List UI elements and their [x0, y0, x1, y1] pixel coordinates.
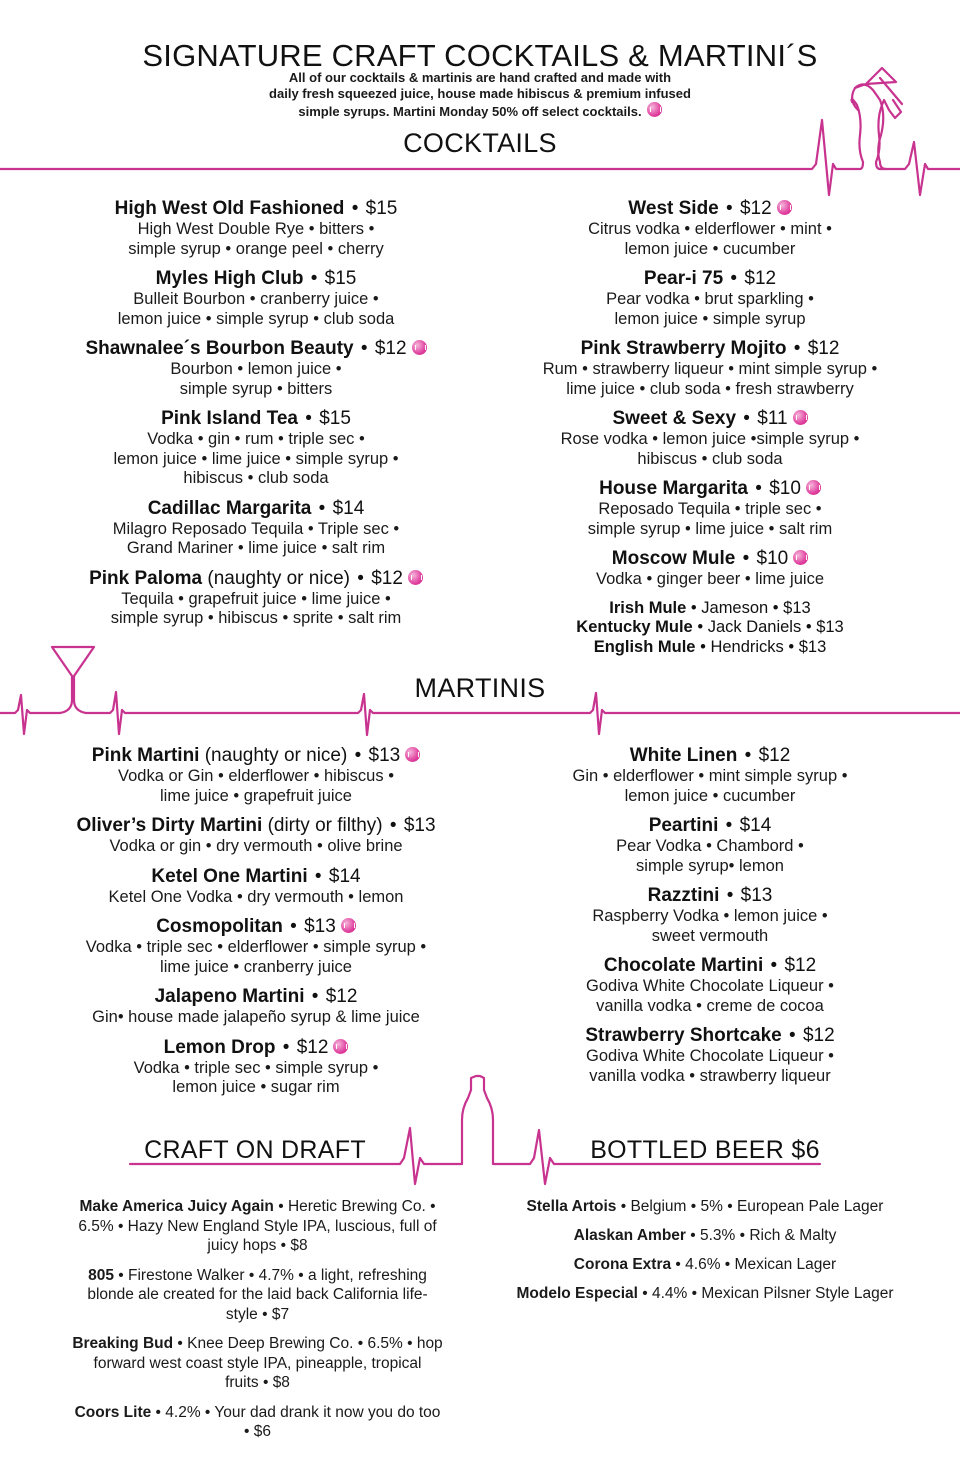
menu-item-note: (naughty or nice)	[207, 567, 350, 589]
draft-beer-item	[30, 1334, 485, 1393]
menu-item-description: lime juice • cranberry juice	[160, 957, 352, 976]
separator-dot: •	[300, 408, 318, 429]
menu-item	[40, 338, 472, 399]
menu-item	[40, 408, 472, 489]
separator-dot: •	[765, 955, 783, 976]
beer-name: Modelo Especial	[516, 1285, 638, 1302]
separator-dot: •	[749, 478, 768, 499]
beer-detail: • 5.3% • Rich & Malty	[685, 1227, 837, 1244]
menu-item-heading	[40, 745, 472, 767]
mule-price: $13	[783, 598, 811, 617]
menu-item-price: $12	[744, 268, 777, 289]
menu-item-description: Godiva White Chocolate Liqueur •	[586, 1047, 834, 1065]
cocktails-left-column	[40, 198, 472, 638]
martini-monday-icon	[333, 1039, 348, 1054]
menu-item	[500, 745, 920, 806]
beer-detail: • 4.4% • Mexican Pilsner Style Lager	[637, 1285, 894, 1302]
bottled-beer-item	[490, 1226, 920, 1245]
menu-item-description: Citrus vodka • elderflower • mint •	[588, 220, 832, 238]
mule-item: English Mule • Hendricks • $13	[593, 637, 827, 656]
menu-item-price: $14	[739, 815, 772, 836]
menu-item	[500, 955, 920, 1016]
menu-item-heading	[40, 338, 472, 360]
menu-item-name: Pink Paloma	[89, 567, 203, 589]
separator-dot: •	[306, 986, 324, 1007]
bottled-list	[490, 1197, 920, 1313]
menu-item-price: $15	[319, 408, 351, 429]
martini-monday-icon	[405, 747, 420, 762]
menu-item	[500, 815, 920, 876]
menu-item-description: sweet vermouth	[651, 926, 769, 945]
menu-item-description: Godiva White Chocolate Liqueur •	[586, 977, 834, 995]
bottled-beer-item	[490, 1197, 920, 1216]
martini-monday-icon	[408, 570, 423, 585]
mule-spirit: Jack Daniels	[707, 618, 802, 636]
beer-detail: • Belgium • 5% • European Pale Lager	[616, 1198, 884, 1215]
menu-item-heading	[500, 815, 920, 837]
martini-monday-icon	[647, 102, 662, 117]
beer-detail: fruits • $8	[225, 1374, 290, 1391]
menu-item-description: Bourbon • lemon juice •	[170, 360, 342, 378]
menu-item-price: $14	[332, 497, 365, 519]
separator-dot: •	[346, 198, 364, 219]
beer-detail: • Heretic Brewing Co. •	[273, 1198, 436, 1215]
beer-name: Alaskan Amber	[573, 1227, 686, 1244]
separator-dot: •	[313, 497, 331, 519]
menu-item-description: Ketel One Vodka • dry vermouth • lemon	[108, 887, 404, 906]
menu-item-description: lemon juice • lime juice • simple syrup •	[113, 449, 399, 468]
menu-item-heading	[40, 1037, 472, 1059]
menu-item-name: Pink Martini	[91, 745, 200, 766]
menu-item	[40, 198, 472, 259]
mule-name: English Mule	[593, 637, 696, 656]
section-title-martinis: MARTINIS	[414, 673, 546, 703]
menu-item-name: Razztini	[647, 885, 720, 906]
menu-item-heading	[40, 916, 472, 938]
menu-item-heading	[500, 885, 920, 907]
bottled-beer-item	[490, 1284, 920, 1303]
menu-item-name: Peartini	[648, 815, 719, 836]
menu-item-name: Pink Strawberry Mojito	[580, 338, 787, 359]
menu-item-price: $12	[802, 1025, 835, 1046]
martini-monday-icon	[412, 340, 427, 355]
martini-monday-icon	[806, 480, 821, 495]
beer-name: Corona Extra	[573, 1256, 672, 1273]
menu-item-price: $15	[324, 268, 357, 289]
menu-item-name: Cosmopolitan	[156, 916, 283, 937]
menu-item	[490, 548, 930, 590]
menu-item-name: Cadillac Margarita	[147, 497, 312, 519]
separator-dot: •	[284, 916, 303, 937]
separator-dot: •	[384, 815, 402, 836]
beer-detail: • $6	[244, 1423, 271, 1440]
menu-item-heading	[490, 408, 930, 430]
menu-item-description: lemon juice • cucumber	[624, 239, 796, 258]
separator-dot: •	[349, 745, 367, 766]
menu-item-price: $12	[371, 567, 403, 589]
menu-item	[40, 1037, 472, 1098]
menu-item-price: $10	[756, 548, 789, 569]
mule-price: $13	[798, 637, 827, 656]
menu-item-description: Reposado Tequila • triple sec •	[598, 500, 822, 518]
menu-item-heading	[40, 268, 472, 290]
menu-item-description: Vodka • triple sec • simple syrup •	[133, 1058, 379, 1077]
separator-dot: •	[720, 815, 738, 836]
martini-monday-icon	[793, 410, 808, 425]
menu-item-description: simple syrup • bitters	[179, 379, 333, 398]
menu-item-heading	[490, 478, 930, 500]
menu-item	[40, 745, 472, 806]
menu-item	[490, 268, 930, 329]
menu-item-description: Tequila • grapefruit juice • lime juice •	[121, 589, 391, 608]
menu-item-heading	[40, 498, 472, 520]
beer-name: 805	[88, 1266, 114, 1284]
draft-beer-item	[30, 1403, 485, 1442]
menu-item-heading	[40, 408, 472, 430]
beer-detail: juicy hops • $8	[207, 1237, 308, 1254]
bottled-beer-item	[490, 1255, 920, 1274]
menu-item-description: lemon juice • simple syrup	[614, 309, 806, 328]
menu-item-name: Pear-i 75	[643, 268, 724, 289]
menu-item-heading	[490, 548, 930, 570]
mule-spirit: Hendricks	[710, 637, 784, 656]
separator-dot: •	[720, 198, 738, 219]
menu-item-description: vanilla vodka • strawberry liqueur	[589, 1066, 831, 1085]
menu-item-description: simple syrup • orange peel • cherry	[128, 239, 384, 258]
intro-line: daily fresh squeezed juice, house made hibiscus & premium infused	[269, 86, 691, 101]
section-title-draft: CRAFT ON DRAFT	[144, 1136, 366, 1164]
menu-item-name: House Margarita	[599, 478, 748, 499]
menu-item	[490, 198, 930, 259]
separator-dot: •	[788, 338, 806, 359]
menu-item-description: simple syrup • hibiscus • sprite • salt rim	[110, 609, 402, 627]
beer-detail: • 4.6% • Mexican Lager	[671, 1256, 837, 1273]
menu-item-price: $15	[365, 198, 398, 219]
menu-item-price: $13	[740, 885, 773, 906]
menu-item-name: Myles High Club	[155, 268, 304, 289]
menu-item-name: Ketel One Martini	[151, 865, 308, 887]
menu-item-description: simple syrup • lime juice • salt rim	[587, 519, 833, 538]
beer-detail: blonde ale created for the laid back California life-	[87, 1286, 428, 1303]
menu-item-heading	[490, 338, 930, 360]
menu-item	[490, 338, 930, 399]
menu-item-description: Gin• house made jalapeño syrup & lime juice	[92, 1008, 420, 1026]
section-title-cocktails: COCKTAILS	[403, 128, 557, 158]
tropical-glass-icon	[852, 84, 886, 169]
beer-detail: • Firestone Walker • 4.7% • a light, refreshing	[113, 1266, 427, 1284]
menu-item	[490, 408, 930, 469]
menu-item-note: (naughty or nice)	[204, 745, 348, 766]
martinis-right-column	[500, 745, 920, 1095]
menu-item-price: $12	[807, 338, 840, 359]
mule-name: Irish Mule	[609, 598, 687, 617]
menu-item	[40, 815, 472, 857]
menu-item-description: hibiscus • club soda	[183, 469, 329, 487]
menu-item-description: Rum • strawberry liqueur • mint simple syrup •	[542, 360, 878, 378]
menu-item-name: Chocolate Martini	[603, 955, 764, 976]
menu-item-price: $12	[784, 955, 817, 976]
menu-item-name: Moscow Mule	[611, 548, 736, 569]
menu-item	[40, 916, 472, 977]
menu-item-name: Jalapeno Martini	[154, 986, 305, 1007]
menu-item	[490, 478, 930, 539]
draft-list	[30, 1197, 485, 1452]
intro-text	[180, 70, 780, 120]
menu-item-description: Vodka • ginger beer • lime juice	[595, 570, 824, 588]
menu-item-name: Sweet & Sexy	[612, 408, 737, 429]
mule-item: Kentucky Mule • Jack Daniels • $13	[576, 618, 844, 636]
intro-line: All of our cocktails & martinis are hand crafted and made with	[288, 70, 672, 85]
menu-item-price: $13	[304, 916, 336, 937]
menu-item-heading	[500, 1025, 920, 1047]
menu-item-price: $13	[403, 815, 436, 836]
menu-item-description: Bulleit Bourbon • cranberry juice •	[133, 290, 379, 308]
martini-monday-icon	[341, 918, 356, 933]
menu-item-heading	[490, 268, 930, 290]
menu-item-heading	[40, 866, 472, 888]
menu-item-description: Rose vodka • lemon juice •simple syrup •	[560, 430, 860, 448]
menu-item-heading	[490, 198, 930, 220]
cocktails-right-column	[490, 198, 930, 657]
beer-detail: style • $7	[225, 1305, 290, 1323]
section-title-bottled: BOTTLED BEER $6	[590, 1136, 820, 1164]
mule-spirit: Jameson	[701, 598, 769, 617]
beer-detail: forward west coast style IPA, pineapple, tropical	[93, 1354, 422, 1372]
menu-item-description: hibiscus • club soda	[637, 449, 783, 468]
mule-variations	[490, 599, 930, 658]
menu-item-description: lemon juice • sugar rim	[172, 1078, 340, 1096]
separator-dot: •	[739, 745, 757, 766]
menu-item-description: High West Double Rye • bitters •	[137, 220, 375, 238]
menu-item-description: Pear Vodka • Chambord •	[616, 837, 804, 855]
menu-item-name: Lemon Drop	[163, 1036, 276, 1058]
menu-item-description: Vodka or Gin • elderflower • hibiscus •	[118, 767, 394, 785]
menu-item-price: $12	[374, 338, 407, 359]
menu-item-heading	[500, 955, 920, 977]
menu-item-description: lemon juice • simple syrup • club soda	[117, 309, 395, 328]
menu-item-description: Raspberry Vodka • lemon juice •	[592, 907, 828, 925]
page-title: SIGNATURE CRAFT COCKTAILS & MARTINI´S	[142, 38, 818, 73]
menu-item-name: White Linen	[629, 745, 738, 766]
separator-dot: •	[721, 885, 739, 906]
separator-dot: •	[351, 567, 370, 589]
separator-dot: •	[355, 338, 373, 359]
mule-item: Irish Mule • Jameson • $13	[609, 598, 811, 617]
menu-item-description: lime juice • club soda • fresh strawberry	[566, 379, 854, 398]
beer-detail: • Knee Deep Brewing Co. • 6.5% • hop	[173, 1335, 443, 1352]
menu-item-heading	[40, 986, 472, 1008]
menu-item	[40, 568, 472, 629]
menu-item-description: Pear vodka • brut sparkling •	[606, 290, 814, 308]
menu-item-description: Milagro Reposado Tequila • Triple sec •	[112, 519, 400, 538]
beer-name: Coors Lite	[74, 1403, 152, 1421]
menu-item-heading	[40, 815, 472, 837]
menu-item-price: $14	[328, 865, 361, 887]
separator-dot: •	[277, 1036, 295, 1058]
separator-dot: •	[305, 268, 323, 289]
menu-item-description: Vodka • triple sec • elderflower • simple syrup •	[85, 938, 427, 956]
intro-line-with-badge: simple syrups. Martini Monday 50% off select cocktails.	[180, 102, 780, 120]
menu-item-name: West Side	[628, 198, 719, 219]
separator-dot: •	[309, 865, 327, 887]
martinis-left-column	[40, 745, 472, 1107]
separator-dot: •	[783, 1025, 801, 1046]
menu-item-name: Shawnalee´s Bourbon Beauty	[85, 338, 354, 359]
menu-item-price: $12	[325, 986, 358, 1007]
menu-item-name: High West Old Fashioned	[114, 198, 345, 219]
menu-item-price: $12	[296, 1036, 329, 1058]
menu-item	[500, 885, 920, 946]
menu-item-name: Strawberry Shortcake	[585, 1025, 782, 1046]
draft-beer-item	[30, 1197, 485, 1256]
beer-name: Make America Juicy Again	[79, 1198, 274, 1215]
menu-item-description: Vodka or gin • dry vermouth • olive brine	[109, 837, 403, 855]
separator-dot: •	[725, 268, 743, 289]
menu-item-note: (dirty or filthy)	[267, 815, 383, 836]
menu-item-price: $11	[757, 408, 788, 429]
beer-name: Stella Artois	[526, 1198, 617, 1215]
menu-item	[40, 866, 472, 908]
menu-item-description: vanilla vodka • creme de cocoa	[596, 996, 824, 1015]
menu-item	[40, 498, 472, 559]
separator-dot: •	[737, 548, 755, 569]
beer-detail: 6.5% • Hazy New England Style IPA, luscious, full of	[78, 1217, 437, 1235]
menu-item-name: Pink Island Tea	[161, 408, 298, 429]
menu-item-description: simple syrup• lemon	[636, 856, 784, 875]
mule-name: Kentucky Mule	[576, 618, 693, 636]
menu-item-heading	[40, 568, 472, 590]
menu-item-description: lemon juice • cucumber	[624, 786, 796, 805]
beer-detail: • 4.2% • Your dad drank it now you do too	[151, 1403, 441, 1421]
menu-item-heading	[40, 198, 472, 220]
menu-item	[40, 986, 472, 1028]
menu-item-price: $12	[739, 198, 772, 219]
menu-item	[40, 268, 472, 329]
menu-item-description: Gin • elderflower • mint simple syrup •	[572, 767, 848, 785]
beer-name: Breaking Bud	[72, 1335, 174, 1352]
menu-item-name: Oliver’s Dirty Martini	[76, 815, 263, 836]
martini-monday-icon	[793, 550, 808, 565]
separator-dot: •	[738, 408, 756, 429]
menu-item	[500, 1025, 920, 1086]
menu-item-price: $12	[758, 745, 791, 766]
martini-monday-icon	[777, 200, 792, 215]
menu-item-heading	[500, 745, 920, 767]
draft-beer-item	[30, 1266, 485, 1325]
menu-item-description: Vodka • gin • rum • triple sec •	[147, 430, 365, 448]
menu-item-description: Grand Mariner • lime juice • salt rim	[126, 539, 386, 557]
menu-item-price: $10	[769, 478, 801, 499]
menu-item-description: lime juice • grapefruit juice	[160, 786, 352, 805]
mule-price: $13	[816, 618, 844, 636]
menu-item-price: $13	[368, 745, 401, 766]
